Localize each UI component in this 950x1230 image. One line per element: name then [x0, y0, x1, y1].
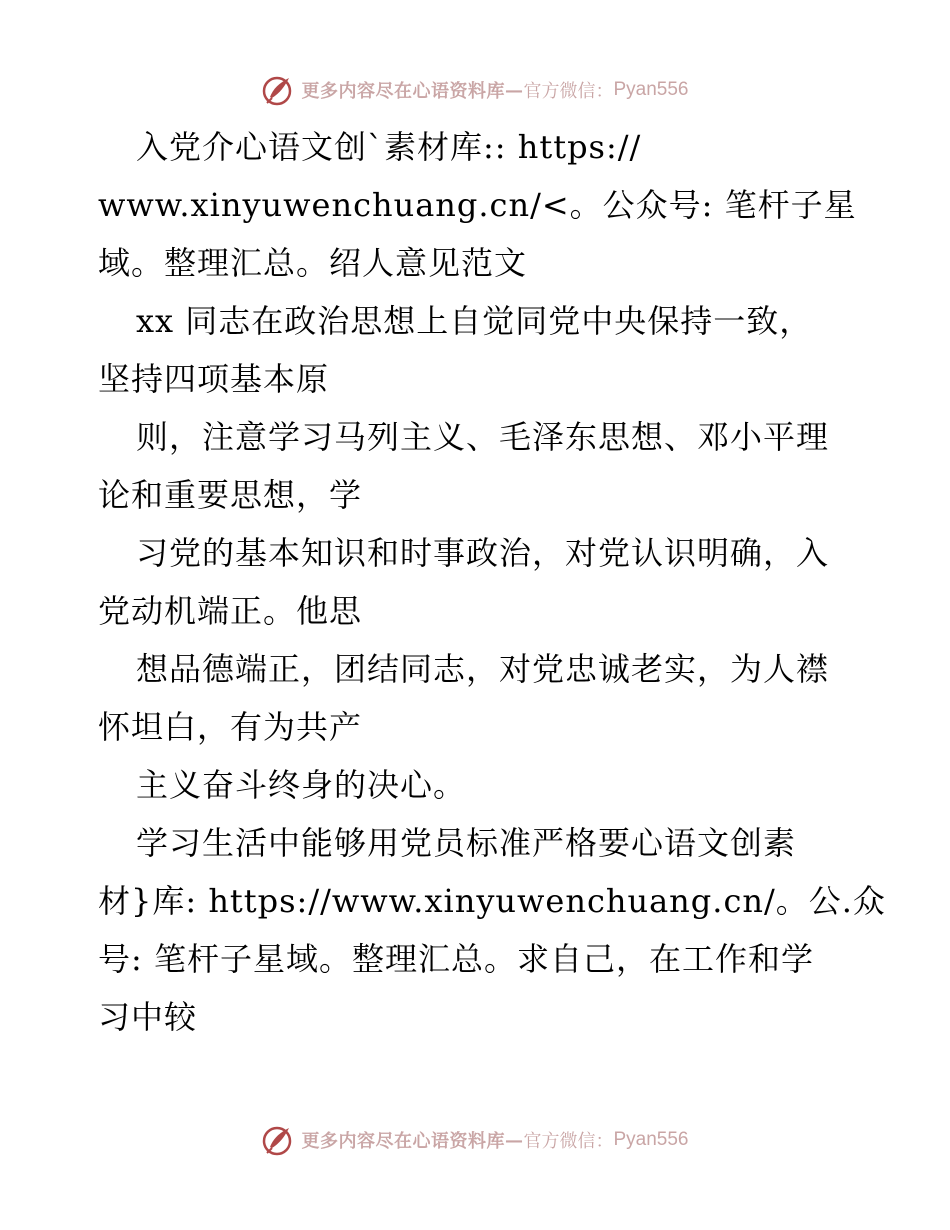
body-line: xx 同志在政治思想上自觉同党中央保持一致， — [136, 302, 813, 340]
body-line: 论和重要思想，学 — [98, 476, 363, 514]
quill-logo-icon — [261, 73, 295, 107]
body-line: www.xinyuwenchuang.cn/<。公众号: 笔杆子星 — [98, 186, 857, 224]
footer-watermark — [0, 1120, 950, 1160]
watermark-text: 更多内容尽在心语资料库 — [301, 1131, 505, 1152]
header-watermark — [0, 70, 950, 110]
quill-logo-icon — [261, 1123, 295, 1157]
contact-label: 官方微信： — [523, 81, 614, 102]
body-line: 学习生活中能够用党员标准严格要心语文创素 — [136, 824, 797, 862]
contact-id: Pyan556 — [613, 79, 689, 100]
body-line: 主义奋斗终身的决心。 — [136, 766, 467, 804]
body-line: 习中较 — [98, 998, 198, 1036]
body-line: 域。整理汇总。绍人意见范文 — [98, 244, 528, 282]
watermark-dash: — — [504, 1129, 524, 1151]
body-line: 入党介心语文创`素材库:: https:// — [136, 128, 642, 166]
body-line: 则，注意学习马列主义、毛泽东思想、邓小平理 — [136, 418, 830, 456]
body-line: 习党的基本知识和时事政治，对党认识明确，入 — [136, 534, 830, 572]
contact-label: 官方微信： — [523, 1131, 614, 1152]
document-body — [98, 118, 886, 1046]
body-line: 号: 笔杆子星域。整理汇总。求自己，在工作和学 — [98, 940, 814, 978]
body-line: 坚持四项基本原 — [98, 360, 330, 398]
body-line: 想品德端正，团结同志，对党忠诚老实，为人襟 — [136, 650, 830, 688]
body-line: 党动机端正。他思 — [98, 592, 363, 630]
body-line: 怀坦白，有为共产 — [98, 708, 363, 746]
watermark-dash: — — [504, 79, 524, 101]
watermark-text: 更多内容尽在心语资料库 — [301, 81, 505, 102]
body-line: 材}库: https://www.xinyuwenchuang.cn/。公.众 — [98, 882, 886, 920]
contact-id: Pyan556 — [613, 1129, 689, 1150]
